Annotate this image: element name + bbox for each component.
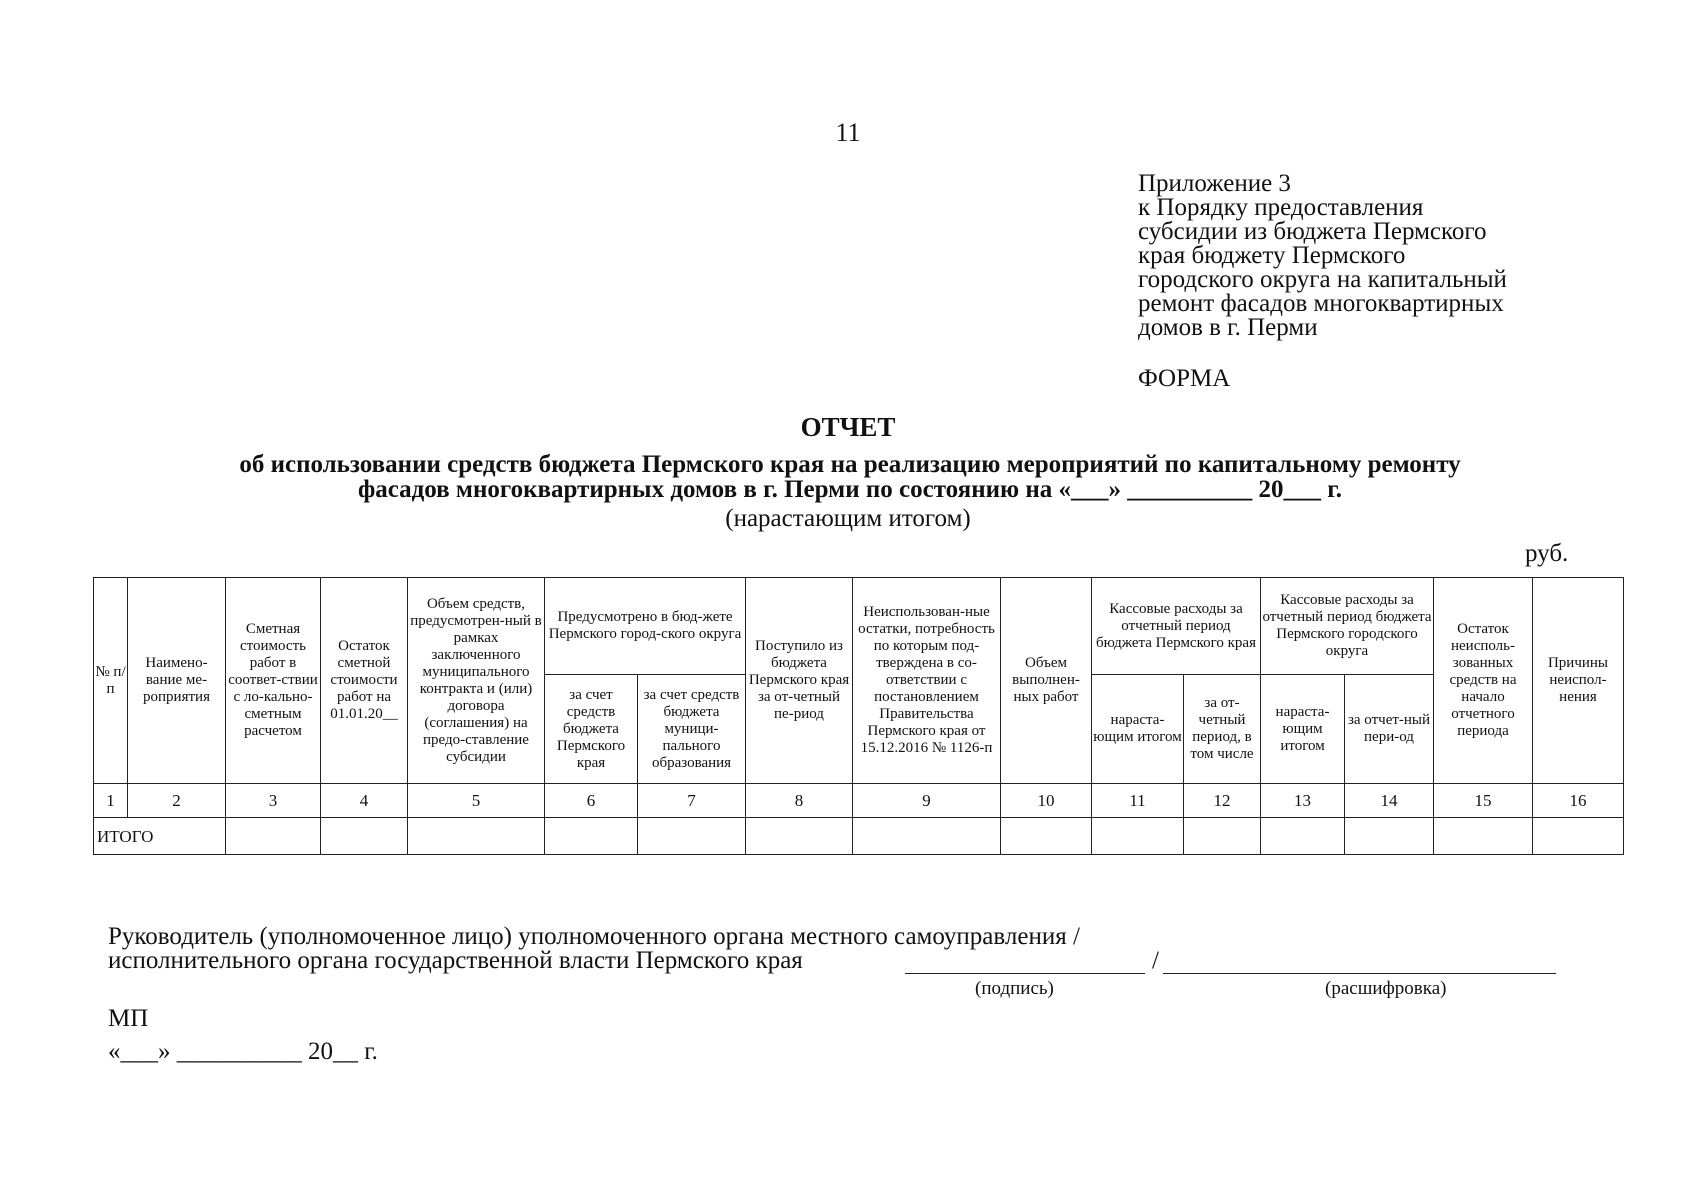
header-cash-city-period: за отчет-ный пери-од: [1345, 675, 1434, 784]
column-number: 16: [1533, 784, 1624, 818]
total-cell-cash-region-period: [1184, 818, 1261, 855]
header-remainder: Остаток сметной стоимости работ на 01.01.20__: [321, 578, 408, 784]
header-cash-region-cumulative: нараста-ющим итогом: [1092, 675, 1184, 784]
total-cell-balance: [1434, 818, 1533, 855]
column-number: 7: [638, 784, 746, 818]
header-planned-municipal: за счет средств бюджета муници-пального образования: [638, 675, 746, 784]
header-unused: Неиспользован-ные остатки, потребность по которым под-тверждена в со-ответствии с постановлением Правительства Пермского края от 15.12.2016 № 1126-п: [853, 578, 1001, 784]
signature-underline: [905, 973, 1145, 974]
form-label: ФОРМА: [1138, 365, 1231, 392]
header-works-volume: Объем выполнен-ных работ: [1001, 578, 1092, 784]
total-cell-works-volume: [1001, 818, 1092, 855]
column-number: 2: [128, 784, 226, 818]
column-number: 14: [1345, 784, 1434, 818]
total-cell-planned-municipal: [638, 818, 746, 855]
appendix-line: субсидии из бюджета Пермского: [1138, 218, 1487, 245]
header-cash-city-group: Кассовые расходы за отчетный период бюджета Пермского городского округа: [1261, 578, 1434, 675]
header-planned-group: Предусмотрено в бюд-жете Пермского город-ского округа: [545, 578, 746, 675]
signature-slash: /: [1152, 947, 1159, 974]
header-estimate: Сметная стоимость работ в соответ-ствии с ло-кально-сметным расчетом: [226, 578, 321, 784]
column-number: 10: [1001, 784, 1092, 818]
appendix-line: городского округа на капитальный: [1138, 266, 1507, 293]
total-cell-volume: [408, 818, 545, 855]
cumulative-note: (нарастающим итогом): [725, 505, 971, 532]
total-cell-reasons: [1533, 818, 1624, 855]
total-cell-unused: [853, 818, 1001, 855]
document-title: ОТЧЕТ: [800, 412, 896, 442]
header-cash-city-cumulative: нараста-ющим итогом: [1261, 675, 1345, 784]
signature-block: [108, 925, 1080, 973]
column-number: 1: [94, 784, 128, 818]
total-cell-estimate: [226, 818, 321, 855]
appendix-line: Приложение 3: [1138, 170, 1291, 197]
column-number: 9: [853, 784, 1001, 818]
header-name: Наимено-вание ме-роприятия: [128, 578, 226, 784]
total-cell-cash-region-cumulative: [1092, 818, 1184, 855]
document-subtitle: [100, 452, 1600, 502]
column-number: 15: [1434, 784, 1533, 818]
date-line: «___» __________ 20__ г.: [108, 1038, 378, 1065]
column-number: 12: [1184, 784, 1261, 818]
column-number: 5: [408, 784, 545, 818]
header-cash-region-period: за от-четный период, в том числе: [1184, 675, 1261, 784]
decoding-underline: [1163, 973, 1556, 974]
subtitle-line-2: фасадов многоквартирных домов в г. Перми по состоянию на «___» __________ 20___ г.: [357, 476, 1343, 503]
appendix-line: ремонт фасадов многоквартирных: [1138, 290, 1504, 317]
appendix-line: к Порядку предоставления: [1138, 194, 1424, 221]
header-reasons: Причины неиспол-нения: [1533, 578, 1624, 784]
column-number: 3: [226, 784, 321, 818]
total-cell-planned-region: [545, 818, 638, 855]
total-label: ИТОГО: [94, 818, 226, 855]
header-planned-region: за счет средств бюджета Пермского края: [545, 675, 638, 784]
column-number: 13: [1261, 784, 1345, 818]
report-table: [93, 577, 1624, 855]
header-cash-region-group: Кассовые расходы за отчетный период бюджета Пермского края: [1092, 578, 1261, 675]
column-number: 6: [545, 784, 638, 818]
total-cell-received: [746, 818, 853, 855]
column-number: 11: [1092, 784, 1184, 818]
total-cell-cash-city-period: [1345, 818, 1434, 855]
decoding-caption: (расшифровка): [1325, 978, 1447, 999]
header-volume: Объем средств, предусмотрен-ный в рамках заключенного муниципального контракта и (или) договора (соглашения) на предо-ставление субсидии: [408, 578, 545, 784]
appendix-block: [1138, 172, 1598, 340]
total-cell-remainder: [321, 818, 408, 855]
header-num: № п/п: [94, 578, 128, 784]
column-number: 4: [321, 784, 408, 818]
subtitle-line-1: об использовании средств бюджета Пермского края на реализацию мероприятий по капитальному ремонту: [239, 451, 1461, 478]
column-number: 8: [746, 784, 853, 818]
signature-line-1: Руководитель (уполномоченное лицо) уполномоченного органа местного самоуправления /: [108, 923, 1080, 950]
stamp-label: МП: [108, 1005, 149, 1032]
signature-caption: (подпись): [975, 978, 1054, 999]
currency-label: руб.: [1525, 540, 1569, 567]
header-balance: Остаток неисполь-зованных средств на начало отчетного периода: [1434, 578, 1533, 784]
page-number: 11: [835, 118, 861, 147]
header-received: Поступило из бюджета Пермского края за от-четный пе-риод: [746, 578, 853, 784]
signature-line-2: исполнительного органа государственной власти Пермского края: [108, 947, 803, 974]
total-cell-cash-city-cumulative: [1261, 818, 1345, 855]
appendix-line: края бюджету Пермского: [1138, 242, 1406, 269]
appendix-line: домов в г. Перми: [1138, 314, 1318, 341]
